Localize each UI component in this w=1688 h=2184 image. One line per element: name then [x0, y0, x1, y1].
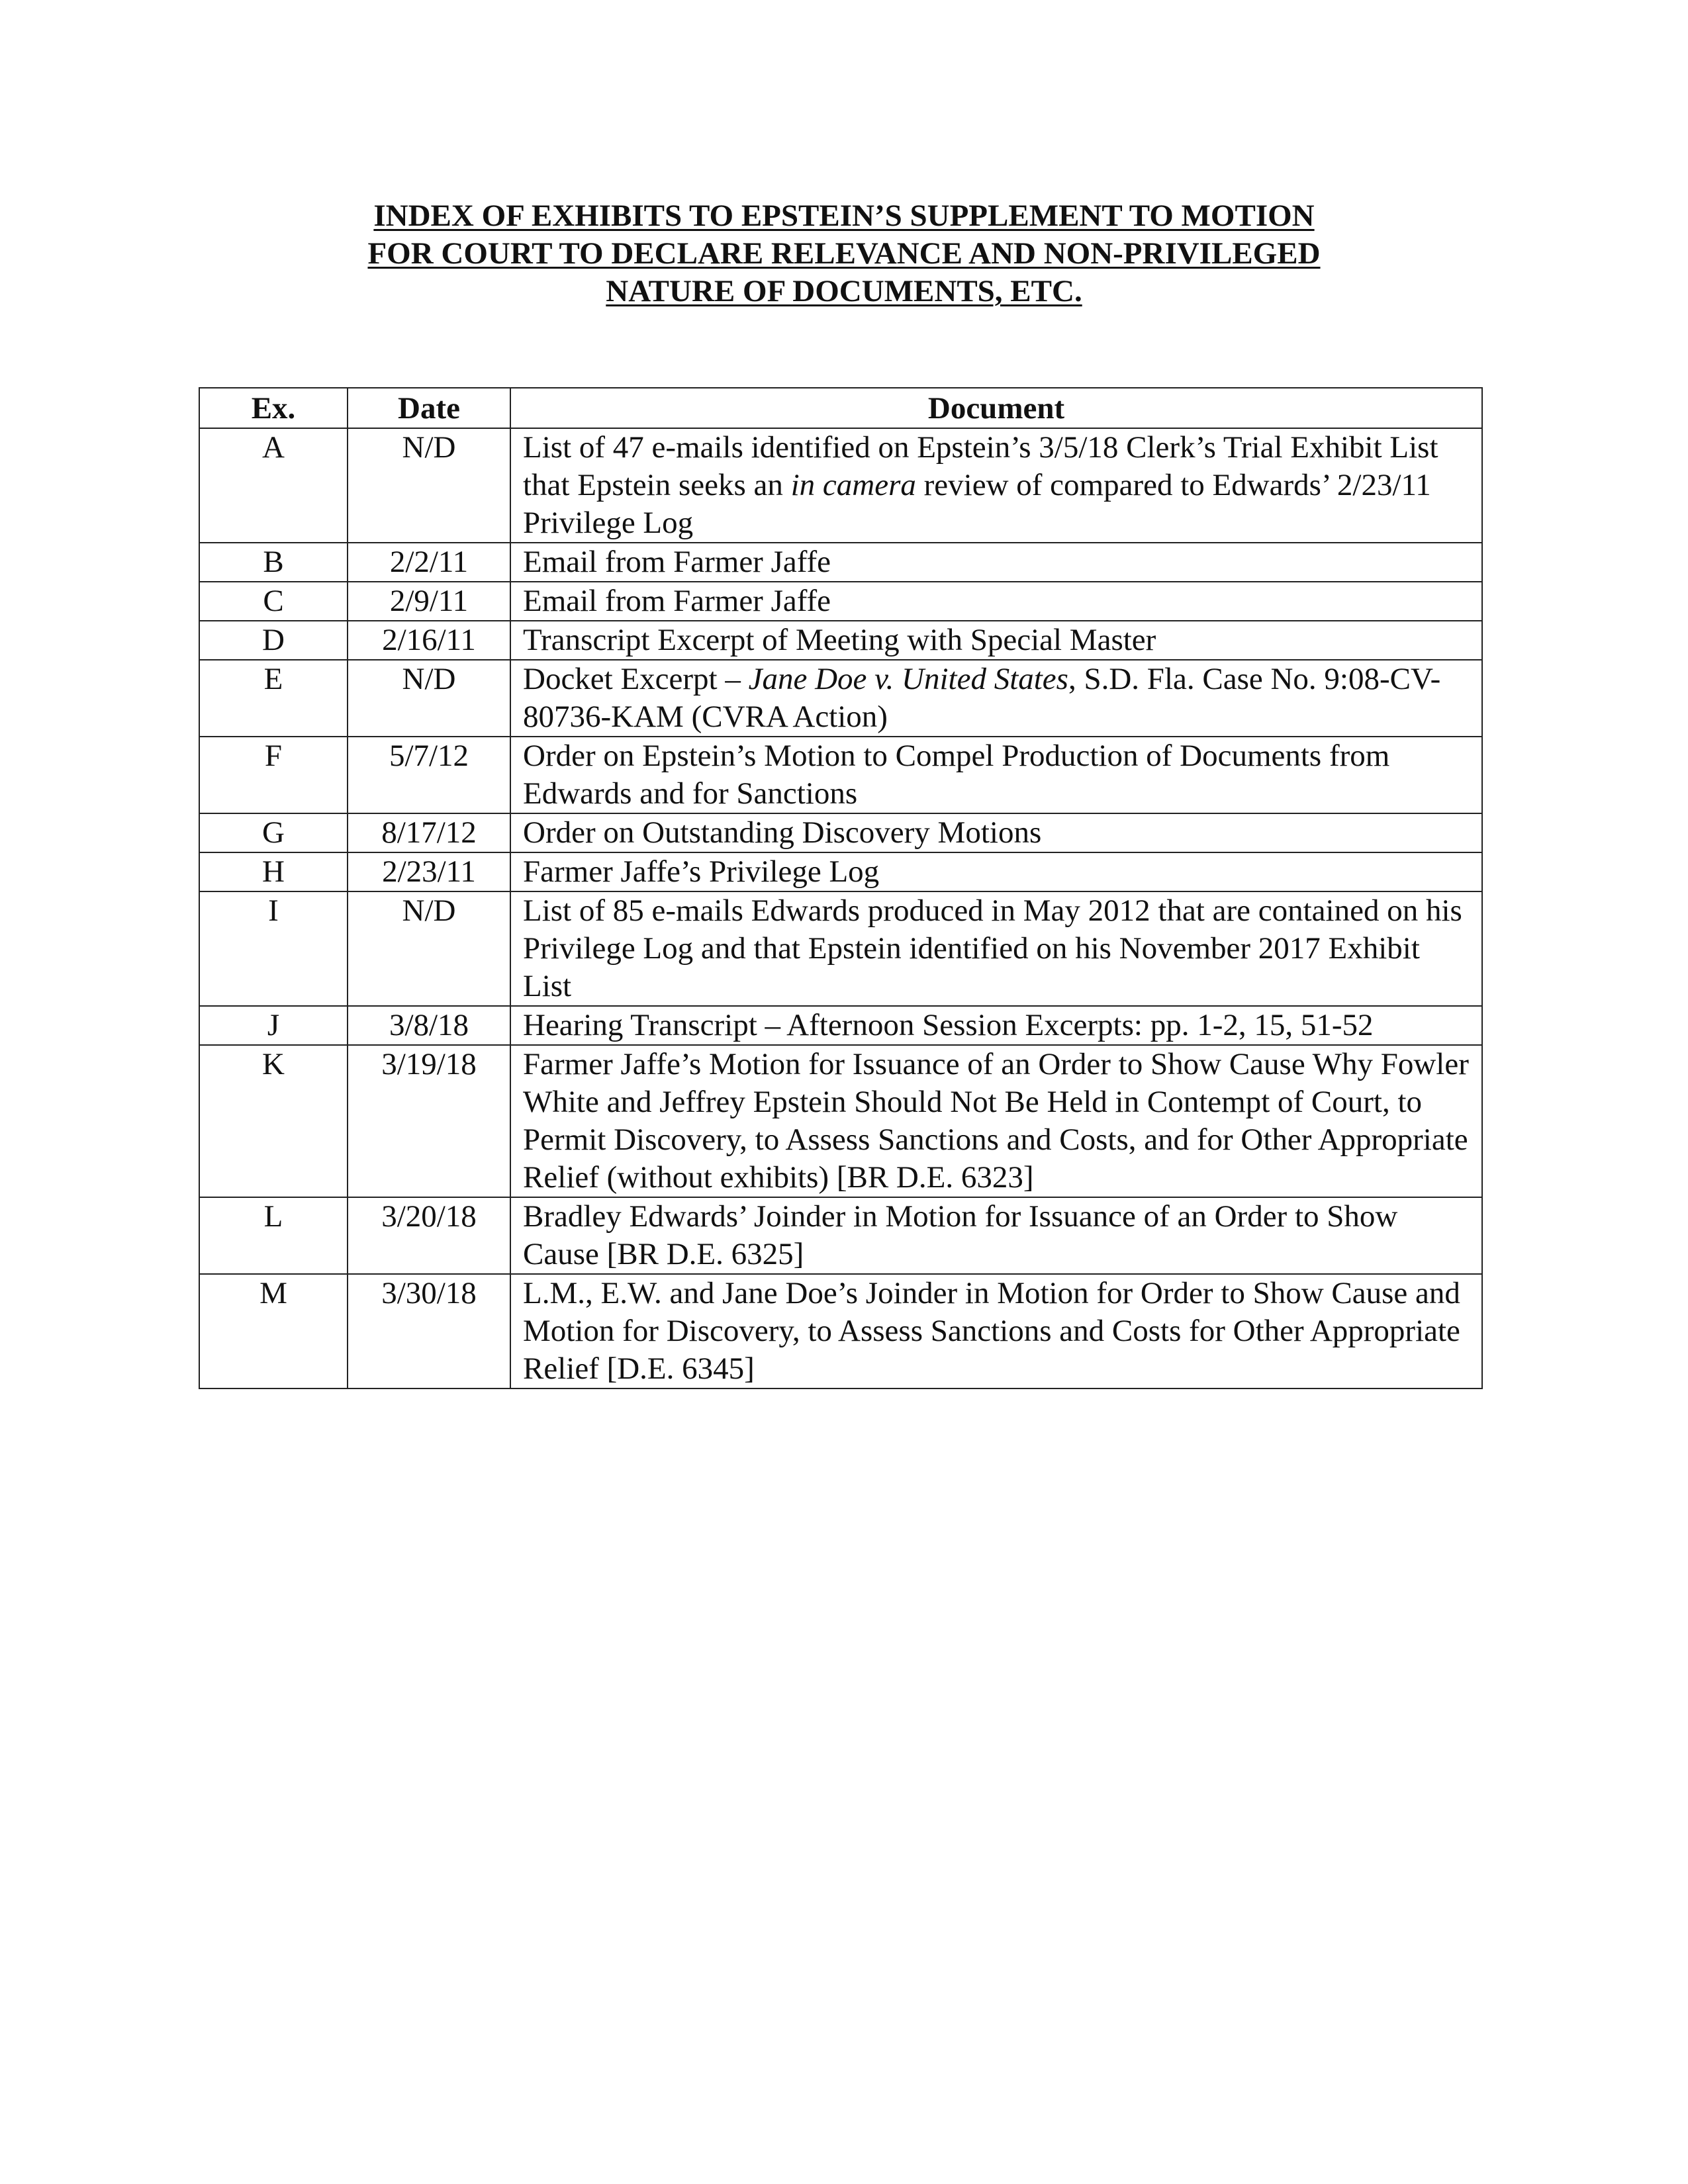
exhibit-date: 2/2/11 — [348, 543, 510, 582]
exhibit-document: Email from Farmer Jaffe — [510, 543, 1482, 582]
table-row — [199, 813, 1482, 852]
exhibit-date: 3/20/18 — [348, 1197, 510, 1274]
header-ex: Ex. — [199, 388, 348, 428]
title-line-1: INDEX OF EXHIBITS TO EPSTEIN’S SUPPLEMENT TO MOTION — [373, 199, 1315, 233]
table-row — [199, 582, 1482, 621]
exhibit-letter: K — [199, 1045, 348, 1197]
exhibit-document: Order on Epstein’s Motion to Compel Production of Documents from Edwards and for Sanctions — [510, 737, 1482, 813]
exhibit-date: 3/8/18 — [348, 1006, 510, 1045]
table-row — [199, 1197, 1482, 1274]
table-row — [199, 852, 1482, 891]
table-row — [199, 891, 1482, 1006]
exhibit-date: 2/9/11 — [348, 582, 510, 621]
exhibit-document: Farmer Jaffe’s Motion for Issuance of an Order to Show Cause Why Fowler White and Jeffrey Epstein Should Not Be Held in Contempt of Court, to Permit Discovery, to Assess Sanctions and Costs, and for Other Appropriate Relief (without exhibits) [BR D.E. 6323] — [510, 1045, 1482, 1197]
table-header-row — [199, 388, 1482, 428]
exhibit-document: Farmer Jaffe’s Privilege Log — [510, 852, 1482, 891]
table-row — [199, 1274, 1482, 1388]
table-row — [199, 621, 1482, 660]
exhibit-date: 3/30/18 — [348, 1274, 510, 1388]
exhibit-document: Hearing Transcript – Afternoon Session Excerpts: pp. 1-2, 15, 51-52 — [510, 1006, 1482, 1045]
exhibit-document: L.M., E.W. and Jane Doe’s Joinder in Motion for Order to Show Cause and Motion for Discovery, to Assess Sanctions and Costs for Other Appropriate Relief [D.E. 6345] — [510, 1274, 1482, 1388]
exhibit-letter: B — [199, 543, 348, 582]
table-row — [199, 737, 1482, 813]
exhibit-letter: A — [199, 428, 348, 543]
exhibit-document: Email from Farmer Jaffe — [510, 582, 1482, 621]
table-row — [199, 543, 1482, 582]
exhibit-document: List of 85 e-mails Edwards produced in May 2012 that are contained on his Privilege Log and that Epstein identified on his November 2017 Exhibit List — [510, 891, 1482, 1006]
exhibit-letter: D — [199, 621, 348, 660]
exhibit-document: Transcript Excerpt of Meeting with Special Master — [510, 621, 1482, 660]
exhibit-document: Docket Excerpt – Jane Doe v. United States, S.D. Fla. Case No. 9:08-CV-80736-KAM (CVRA Action) — [510, 660, 1482, 737]
exhibit-letter: H — [199, 852, 348, 891]
exhibit-letter: F — [199, 737, 348, 813]
exhibit-letter: L — [199, 1197, 348, 1274]
exhibit-date: N/D — [348, 428, 510, 543]
exhibit-date: 2/16/11 — [348, 621, 510, 660]
exhibit-date: 2/23/11 — [348, 852, 510, 891]
title-line-3: NATURE OF DOCUMENTS, ETC. — [606, 274, 1082, 308]
exhibit-date: 3/19/18 — [348, 1045, 510, 1197]
document-title — [199, 197, 1489, 310]
exhibit-letter: M — [199, 1274, 348, 1388]
exhibit-date: N/D — [348, 660, 510, 737]
header-date: Date — [348, 388, 510, 428]
exhibit-letter: I — [199, 891, 348, 1006]
exhibit-letter: J — [199, 1006, 348, 1045]
header-document: Document — [510, 388, 1482, 428]
exhibit-document: Bradley Edwards’ Joinder in Motion for Issuance of an Order to Show Cause [BR D.E. 6325] — [510, 1197, 1482, 1274]
title-line-2: FOR COURT TO DECLARE RELEVANCE AND NON-PRIVILEGED — [367, 236, 1321, 271]
table-row — [199, 660, 1482, 737]
exhibit-date: N/D — [348, 891, 510, 1006]
table-row — [199, 1006, 1482, 1045]
exhibit-document: List of 47 e-mails identified on Epstein’s 3/5/18 Clerk’s Trial Exhibit List that Epstein seeks an in camera review of compared to Edwards’ 2/23/11 Privilege Log — [510, 428, 1482, 543]
table-row — [199, 1045, 1482, 1197]
exhibit-letter: C — [199, 582, 348, 621]
exhibit-date: 8/17/12 — [348, 813, 510, 852]
exhibit-letter: G — [199, 813, 348, 852]
exhibit-letter: E — [199, 660, 348, 737]
exhibit-document: Order on Outstanding Discovery Motions — [510, 813, 1482, 852]
table-row — [199, 428, 1482, 543]
exhibit-date: 5/7/12 — [348, 737, 510, 813]
exhibit-index-table — [199, 387, 1483, 1389]
